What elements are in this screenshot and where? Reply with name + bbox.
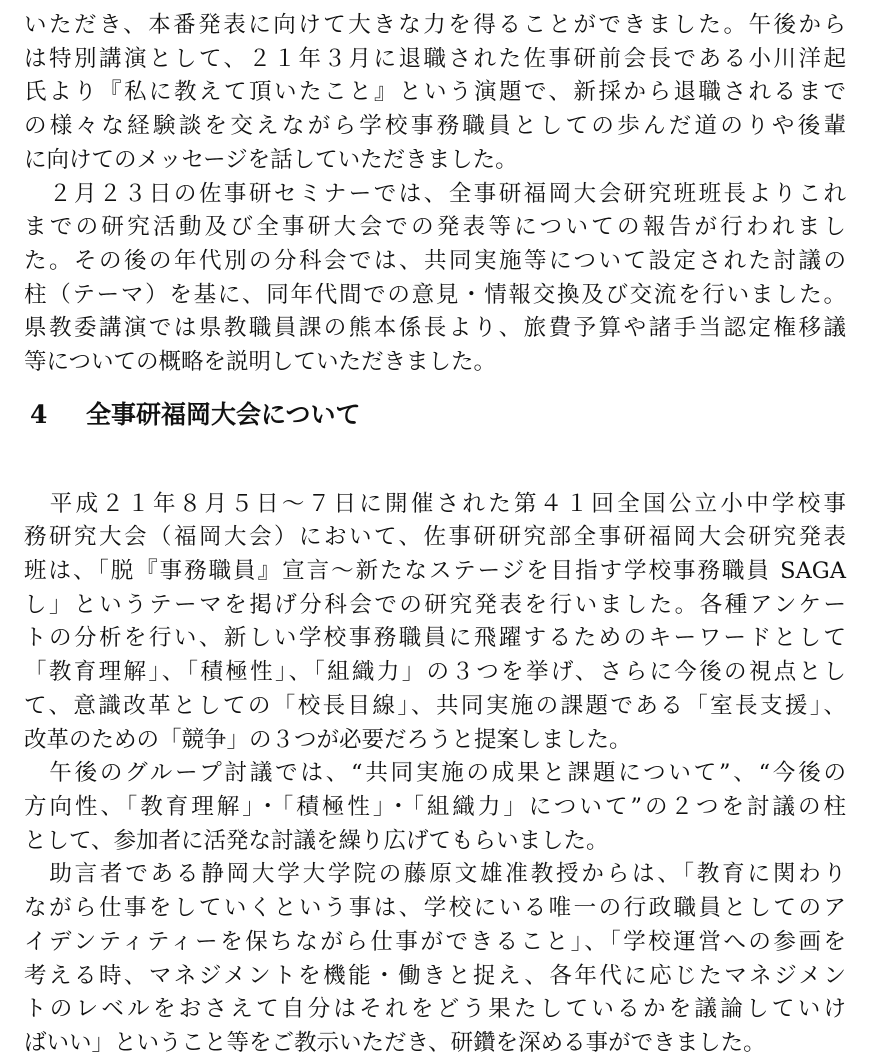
paragraph-line: 改革のための「競争」の３つが必要だろうと提案しました。 [24,727,632,753]
paragraph-line: 柱（テーマ）を基に、同年代間での意見・情報交換及び交流を行いました。 [24,282,846,308]
paragraph-line: て、意識改革としての「校長目線」、共同実施の課題である「室長支援」、 [24,693,846,719]
paragraph-line: 氏より『私に教えて頂いたこと』という演題で、新採から退職されるまで [24,79,846,105]
paragraph-line: いただき、本番発表に向けて大きな力を得ることができました。午後から [24,12,846,38]
paragraph-line: は特別講演として、２１年３月に退職された佐事研前会長である小川洋起 [24,46,846,72]
paragraph-line: イデンティティーを保ちながら仕事ができること」、「学校運営への参画を [24,929,846,955]
paragraph-line: 班は、「脱『事務職員』宣言～新たなステージを目指す学校事務職員 SAGA [24,558,846,584]
paragraph-line: ２月２３日の佐事研セミナーでは、全事研福岡大会研究班班長よりこれ [24,181,846,207]
paragraph-line: に向けてのメッセージを話していただきました。 [24,147,518,173]
paragraph-line: の様々な経験談を交えながら学校事務職員としての歩んだ道のりや後輩 [24,113,846,139]
paragraph-line: 県教委講演では県教職員課の熊本係長より、旅費予算や諸手当認定権移議 [24,315,846,341]
paragraph-line: ばいい」ということ等をご教示いただき、研鑽を深める事ができました。 [24,1030,766,1056]
paragraph-line: ながら仕事をしていくという事は、学校にいる唯一の行政職員としてのア [24,895,846,921]
section-title: 全事研福岡大会について [86,400,361,429]
paragraph-line: として、参加者に活発な討議を繰り広げてもらいました。 [24,828,609,854]
paragraph-line: トのレベルをおさえて自分はそれをどう果たしているかを議論していけ [24,996,846,1022]
section-number: 4 [30,400,48,429]
paragraph-line: し」というテーマを掲げ分科会での研究発表を行いました。各種アンケー [24,592,846,618]
paragraph-line: た。その後の年代別の分科会では、共同実施等について設定された討議の [24,248,846,274]
paragraph-line: 務研究大会（福岡大会）において、佐事研研究部全事研福岡大会研究発表 [24,524,846,550]
paragraph-line: までの研究活動及び全事研大会での発表等についての報告が行われまし [24,214,846,240]
paragraph-line: 午後のグループ討議では、“共同実施の成果と課題について”、“今後の [24,760,846,786]
paragraph-line: 等についての概略を説明していただきました。 [24,349,497,375]
paragraph-line: 考える時、マネジメントを機能・働きと捉え、各年代に応じたマネジメン [24,963,846,989]
paragraph-line: 方向性、「教育理解」・「積極性」・「組織力」について”の２つを討議の柱 [24,794,846,820]
paragraph-line: 「教育理解」、「積極性」、「組織力」の３つを挙げ、さらに今後の視点とし [24,659,846,685]
paragraph-line: 平成２１年８月５日～７日に開催された第４１回全国公立小中学校事 [24,491,846,517]
paragraph-line: 助言者である静岡大学大学院の藤原文雄准教授からは、「教育に関わり [24,861,846,887]
paragraph-line: トの分析を行い、新しい学校事務職員に飛躍するためのキーワードとして [24,625,846,651]
section-heading [30,399,361,431]
